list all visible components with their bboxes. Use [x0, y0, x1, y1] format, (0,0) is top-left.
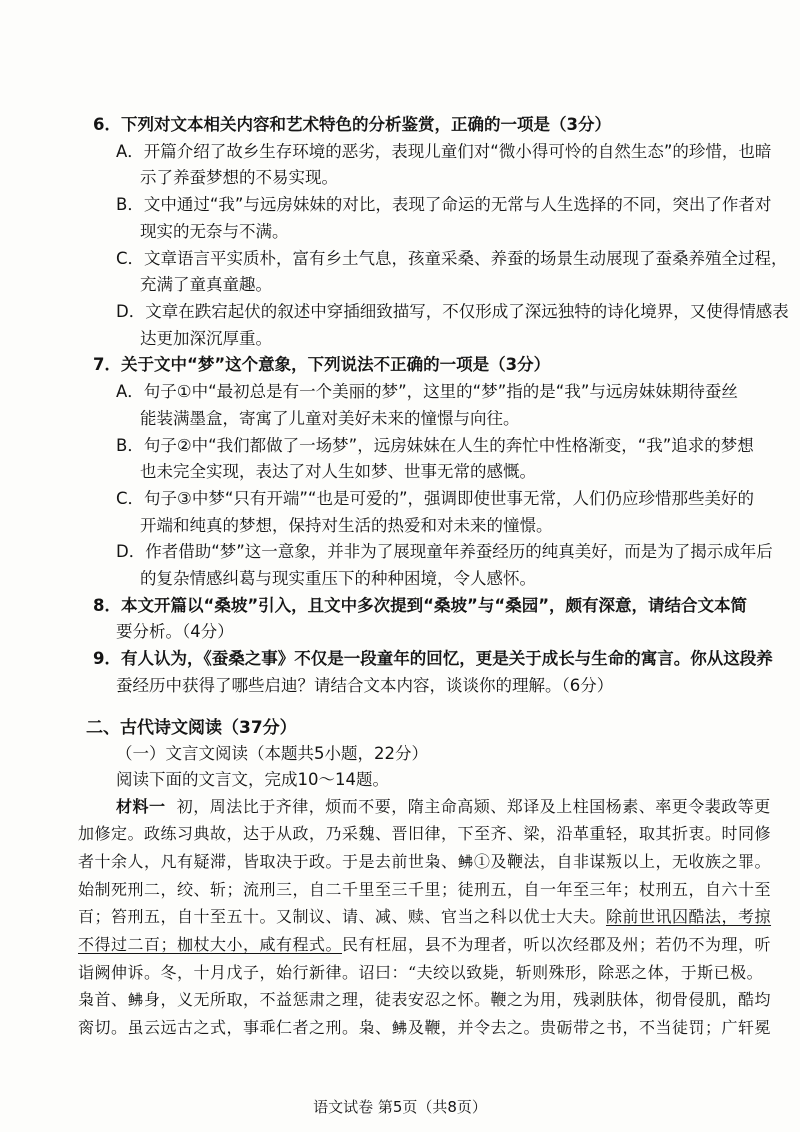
material-text-5: 百；笞刑五，自十至五十。又制议、请、减、赎、官当之科以优士大夫。 — [78, 907, 607, 926]
q6-option-c-line2: 充满了童真童趣。 — [140, 275, 272, 294]
q7-option-a-line2: 能装满墨盒，寄寓了儿童对美好未来的憧憬与向往。 — [140, 409, 520, 428]
q7-stem: 7．关于文中“梦”这个意象，下列说法不正确的一项是（3分） — [93, 355, 551, 374]
q8-line2: 要分析。（4分） — [116, 622, 234, 641]
q7-option-b-line1: B．句子②中“我们都做了一场梦”，远房妹妹在人生的奔忙中性格渐变，“我”追求的梦想 — [116, 436, 754, 455]
material-line-7: 诣阙伸诉。冬，十月戊子，始行新律。诏曰：“夫绞以致毙，斩则殊形，除恶之体，于斯已极。 — [78, 963, 764, 982]
q9-line1: 9．有人认为，《蚕桑之事》不仅是一段童年的回忆，更是关于成长与生命的寓言。你从这段养 — [93, 649, 773, 668]
q6-option-b-line1: B．文中通过“我”与远房妹妹的对比，表现了命运的无常与人生选择的不同，突出了作者对 — [116, 195, 772, 214]
q6-option-a-line2: 示了养蚕梦想的不易实现。 — [140, 168, 338, 187]
material-label: 材料一 — [116, 797, 166, 816]
q7-option-c-line2: 开端和纯真的梦想，保持对生活的热爱和对未来的憧憬。 — [140, 516, 553, 535]
q6-option-d-line2: 达更加深沉厚重。 — [140, 329, 272, 348]
q7-option-d-line1: D．作者借助“梦”这一意象，并非为了展现童年养蚕经历的纯真美好，而是为了揭示成年后 — [116, 542, 773, 561]
material-line-5 — [78, 906, 771, 928]
q7-option-a-line1: A．句子①中“最初总是有一个美丽的梦”，这里的“梦”指的是“我”与远房妹妹期待蚕丝 — [116, 382, 738, 401]
subsection-title: （一）文言文阅读（本题共5小题，22分） — [116, 744, 428, 763]
material-text-1: 初，周法比于齐律，烦而不要，隋主命高颎、郑译及上柱国杨素、率更令裴政等更 — [176, 797, 771, 816]
q7-option-d-line2: 的复杂情感纠葛与现实重压下的种种困境，令人感怀。 — [140, 569, 536, 588]
q6-option-a-line1: A．开篇介绍了故乡生存环境的恶劣，表现儿童们对“微小得可怜的自然生态”的珍惜，也暗 — [116, 142, 772, 161]
reading-instruction: 阅读下面的文言文，完成10～14题。 — [116, 770, 389, 789]
material-line-1 — [116, 796, 771, 818]
q9-line2: 蚕经历中获得了哪些启迪？请结合文本内容，谈谈你的理解。（6分） — [116, 676, 614, 695]
q6-option-d-line1: D．文章在跌宕起伏的叙述中穿插细致描写，不仅形成了深远独特的诗化境界，又使得情感表 — [116, 302, 789, 321]
material-line-2: 加修定。政练习典故，达于从政，乃采魏、晋旧律，下至齐、梁，沿革重轻，取其折衷。时同修 — [78, 824, 772, 843]
material-line-3: 者十余人，凡有疑滞，皆取决于政。于是去前世枭、𫚒①及鞭法，自非谋叛以上，无收族之罪。 — [78, 852, 772, 871]
material-line-9: 脔切。虽云远古之式，事乖仁者之刑。枭、𫚒及鞭，并令去之。贵砺带之书，不当徒罚；广轩冕 — [78, 1018, 772, 1037]
q6-option-c-line1: C．文章语言平实质朴，富有乡土气息，孩童采桑、养蚕的场景生动展现了蚕桑养殖全过程， — [116, 249, 788, 268]
material-line-4: 始制死刑二，绞、斩；流刑三，自二千里至三千里；徒刑五，自一年至三年；杖刑五，自六十至 — [78, 880, 772, 899]
material-line-8: 枭首、𫚒身，义无所取，不益惩肃之理，徒表安忍之怀。鞭之为用，残剥肤体，彻骨侵肌，酷均 — [78, 990, 772, 1009]
material-line-6 — [78, 934, 771, 956]
section-title: 二、古代诗文阅读（37分） — [86, 718, 297, 738]
q7-option-b-line2: 也未完全实现，表达了对人生如梦、世事无常的感慨。 — [140, 462, 536, 481]
q6-stem: 6．下列对文本相关内容和艺术特色的分析鉴赏，正确的一项是（3分） — [93, 115, 611, 134]
underlined-sentence-part2: 不得过二百；枷杖大小，咸有程式。 — [78, 935, 343, 954]
material-text-6: 民有枉屈，县不为理者，听以次经郡及州；若仍不为理，听 — [342, 935, 772, 954]
q7-option-c-line1: C．句子③中梦“只有开端”“也是可爱的”，强调即使世事无常，人们仍应珍惜那些美好的 — [116, 489, 755, 508]
q6-option-b-line2: 现实的无奈与不满。 — [140, 222, 289, 241]
q8-line1: 8．本文开篇以“桑坡”引入，且文中多次提到“桑坡”与“桑园”，颇有深意，请结合文本简 — [93, 596, 748, 615]
underlined-sentence-part1: 除前世讯囚酷法，考掠 — [606, 907, 772, 926]
page-footer: 语文试卷 第5页（共8页） — [313, 1098, 487, 1116]
